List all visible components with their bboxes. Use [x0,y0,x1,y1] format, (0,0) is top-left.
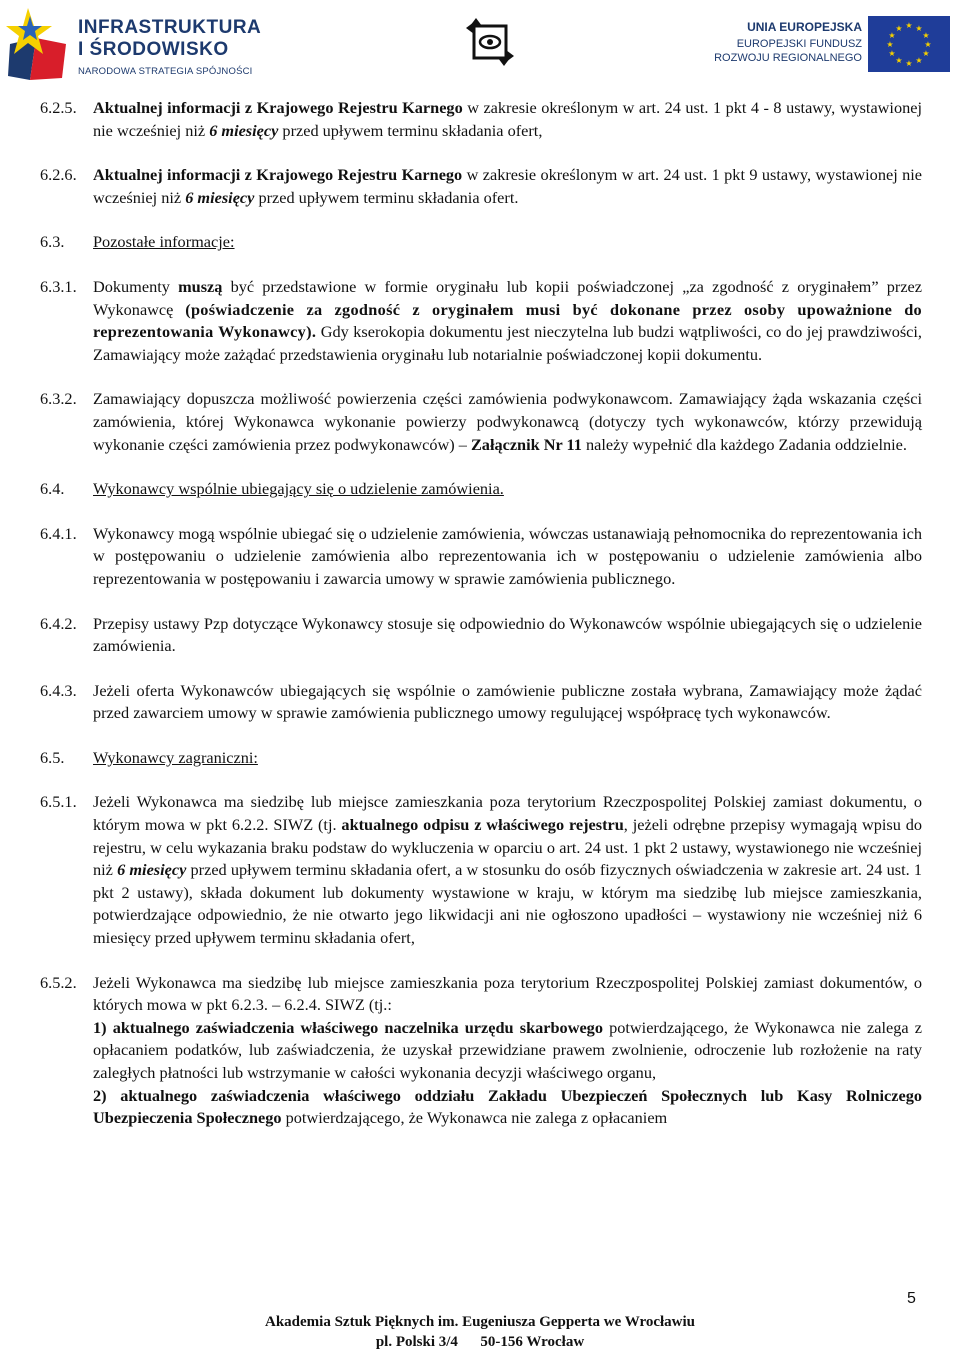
text-run: Gdy kserokopia dokumentu jest nieczytelna lub budzi wątpliwości, co do jej prawdziwości, Zamawiający może zażądać przedstawienia oryginału lub notarialnie poświadczonej kopii dokumentu. [93,322,923,364]
section-number: 6.5.1. [40,792,77,812]
text-run: potwierdzającego, że Wykonawca nie zalega z opłacaniem podatków, lub zaświadczenia, że uzyskał przewidziane prawem zwolnienie, odroczenie lub rozłożenie na raty zaległych płatności lub wstrzymanie w całości wykonania decyzji właściwego organu, [93,1017,922,1082]
section-text [93,972,922,1130]
eu-title: UNIA EUROPEJSKA [747,20,862,34]
nss-logo-icon [6,4,70,80]
text-run: Dokumenty [93,276,179,296]
section-heading: Wykonawcy zagraniczni: [93,747,258,767]
academy-emblem [462,14,518,70]
svg-text:★: ★ [915,56,923,65]
svg-text:★: ★ [886,40,894,49]
section-number: 6.4.2. [40,613,77,633]
section-number: 6.3. [40,232,65,252]
section-number: 6.2.6. [40,165,77,185]
text-run: w zakresie określonym w art. 24 ust. 1 pkt 4 - 8 ustawy, wystawionej nie wcześniej niż [93,98,922,140]
svg-text:★: ★ [922,49,930,58]
section-text: Przepisy ustawy Pzp dotyczące Wykonawcy stosuje się odpowiednio do Wykonawców wspólnie ubiegających się o udzielenie zamówienia. [93,613,922,656]
bold-phrase: muszą [178,276,223,296]
page-header [0,0,960,90]
text-run: , jeżeli odrębne przepisy wymagają wpisu do rejestru, w celu wykazania braku podstaw do wykluczenia w oparciu o art. 24 ust. 1 pkt 2 ustawy, wystawionego nie wcześniej niż [93,815,922,880]
logo-title-line2: I ŚRODOWISKO [78,39,229,60]
bold-phrase: aktualnego odpisu z właściwego rejestru [341,815,624,835]
page-number: 5 [907,1290,916,1307]
eu-flag-icon [868,16,950,72]
footer-address: pl. Polski 3/4 50-156 Wrocław [375,1334,585,1350]
section-6-4 [40,478,922,501]
text-run: Jeżeli Wykonawca ma siedzibę lub miejsce zamieszkania poza terytorium Rzeczpospolitej Polskiej zamiast dokumentów, o których mowa w pkt 6.2.3. – 6.2.4. SIWZ (tj.: [93,972,922,1015]
svg-text:★: ★ [905,21,913,30]
section-text: Wykonawcy mogą wspólnie ubiegać się o udzielenie zamówienia, wówczas ustanawiają pełnomocnika do reprezentowania ich w postępowaniu o udzielenie zamówienia albo reprezentowania ich w postępowaniu o udzielenie zamówienia albo reprezentowania w postępowaniu i zawarcia umowy w sprawie zamówienia publicznego. [93,523,922,588]
text-run: w zakresie określonym w art. 24 ust. 1 pkt 9 ustawy, wystawionej nie wcześniej niż [93,165,922,207]
section-6-5 [40,747,922,770]
page-footer [0,1312,960,1352]
emphasis: 6 miesięcy [209,120,279,140]
section-6-5-2 [40,972,922,1130]
logo-title-line1: INFRASTRUKTURA [78,17,262,38]
section-text [93,164,922,209]
list-item [93,1017,922,1085]
section-6-3-1 [40,276,922,366]
section-number: 6.4.3. [40,680,77,700]
svg-text:★: ★ [922,31,930,40]
text-run: być przedstawione w formie oryginału lub kopii poświadczonej „za zgodność z oryginałem” przez Wykonawcę [93,276,923,319]
bold-phrase: Aktualnej informacji z Krajowego Rejestru Karnego [93,165,463,185]
svg-text:★: ★ [915,24,923,33]
eu-fund-line1: EUROPEJSKI FUNDUSZ [736,38,862,50]
text-run: należy wypełnić dla każdego Zadania oddzielnie. [581,434,907,454]
bold-phrase: 2) aktualnego zaświadczenia właściwego oddziału Zakładu Ubezpieczeń Społecznych lub Kasy Rolniczego Ubezpieczenia Społecznego [93,1085,922,1128]
logo-subtitle: NARODOWA STRATEGIA SPÓJNOŚCI [78,66,253,77]
footer-institution: Akademia Sztuk Pięknych im. Eugeniusza Gepperta we Wrocławiu [264,1314,696,1330]
text-run: przed upływem terminu składania ofert, [278,120,543,140]
section-number: 6.3.1. [40,276,77,296]
text-run: potwierdzającego, że Wykonawca nie zalega z opłacaniem [281,1108,668,1128]
section-heading: Wykonawcy wspólnie ubiegający się o udzielenie zamówienia. [93,479,504,499]
section-6-4-1 [40,523,922,591]
eu-logo [714,14,950,74]
infrastruktura-logo [6,4,262,82]
bold-phrase: 1) aktualnego zaświadczenia właściwego naczelnika urzędu skarbowego [93,1017,603,1037]
emphasis: 6 miesięcy [185,187,255,207]
eye-emblem-icon [462,14,518,70]
section-6-3 [40,231,922,254]
svg-text:★: ★ [924,40,932,49]
svg-text:★: ★ [895,24,903,33]
bold-phrase: Załącznik Nr 11 [470,434,582,454]
svg-text:★: ★ [905,59,913,68]
section-6-3-2 [40,388,922,456]
text-run: Jeżeli Wykonawca ma siedzibę lub miejsce zamieszkania poza terytorium Rzeczpospolitej Polskiej zamiast dokumentu, o którym mowa w pkt 6.2.2. SIWZ (tj. [93,792,922,835]
section-text [93,388,922,456]
svg-text:★: ★ [888,31,896,40]
eu-fund-line2: ROZWOJU REGIONALNEGO [714,52,862,64]
section-heading: Pozostałe informacje: [93,232,235,252]
section-text [93,97,922,142]
section-6-2-6 [40,164,922,209]
section-6-4-3 [40,680,922,725]
svg-text:★: ★ [895,56,903,65]
section-number: 6.5. [40,747,65,767]
bold-phrase: (poświadczenie za zgodność z oryginałem musi być dokonane przez osoby upoważnione do reprezentowania Wykonawcy). [93,299,923,342]
section-number: 6.4.1. [40,523,77,543]
section-6-5-1 [40,791,922,949]
section-text: Jeżeli oferta Wykonawców ubiegających się wspólnie o zamówienie publiczne została wybrana, Zamawiający może żądać przed zawarciem umowy w sprawie zamówienia publicznego umowy regulującej współpracę tych wykonawców. [93,680,922,723]
text-run: przed upływem terminu składania ofert, a w stosunku do osób fizycznych oświadczenia w zakresie art. 24 ust. 1 pkt 2 ustawy), składa dokument lub dokumenty wystawione w kraju, w którym ma siedzibę lub miejsce zamieszkania, potwierdzające odpowiednio, że nie otwarto jego likwidacji ani nie ogłoszono upadłości – wystawiony nie wcześniej niż 6 miesięcy przed upływem terminu składania ofert, [93,860,923,948]
document-body [40,97,922,1130]
section-number: 6.3.2. [40,389,77,409]
svg-text:★: ★ [888,49,896,58]
section-number: 6.2.5. [40,98,77,117]
bold-phrase: Aktualnej informacji z Krajowego Rejestru Karnego [93,98,463,117]
emphasis: 6 miesięcy [117,860,187,880]
section-text [93,791,922,949]
section-number: 6.4. [40,479,65,499]
section-number: 6.5.2. [40,972,77,992]
text-run: przed upływem terminu składania ofert. [254,187,519,207]
section-text [93,276,922,366]
list-item [93,1085,922,1130]
section-6-4-2 [40,613,922,658]
section-6-2-5 [40,97,922,142]
text-run: Zamawiający dopuszcza możliwość powierzenia części zamówienia podwykonawcom. Zamawiający żąda wskazania części zamówienia, której Wykonawca wykonanie powierzy podwykonawcą (dotyczy tych wykonawców, którzy przewidują wykonanie części zamówienia przez podwykonawców) – [93,389,922,454]
